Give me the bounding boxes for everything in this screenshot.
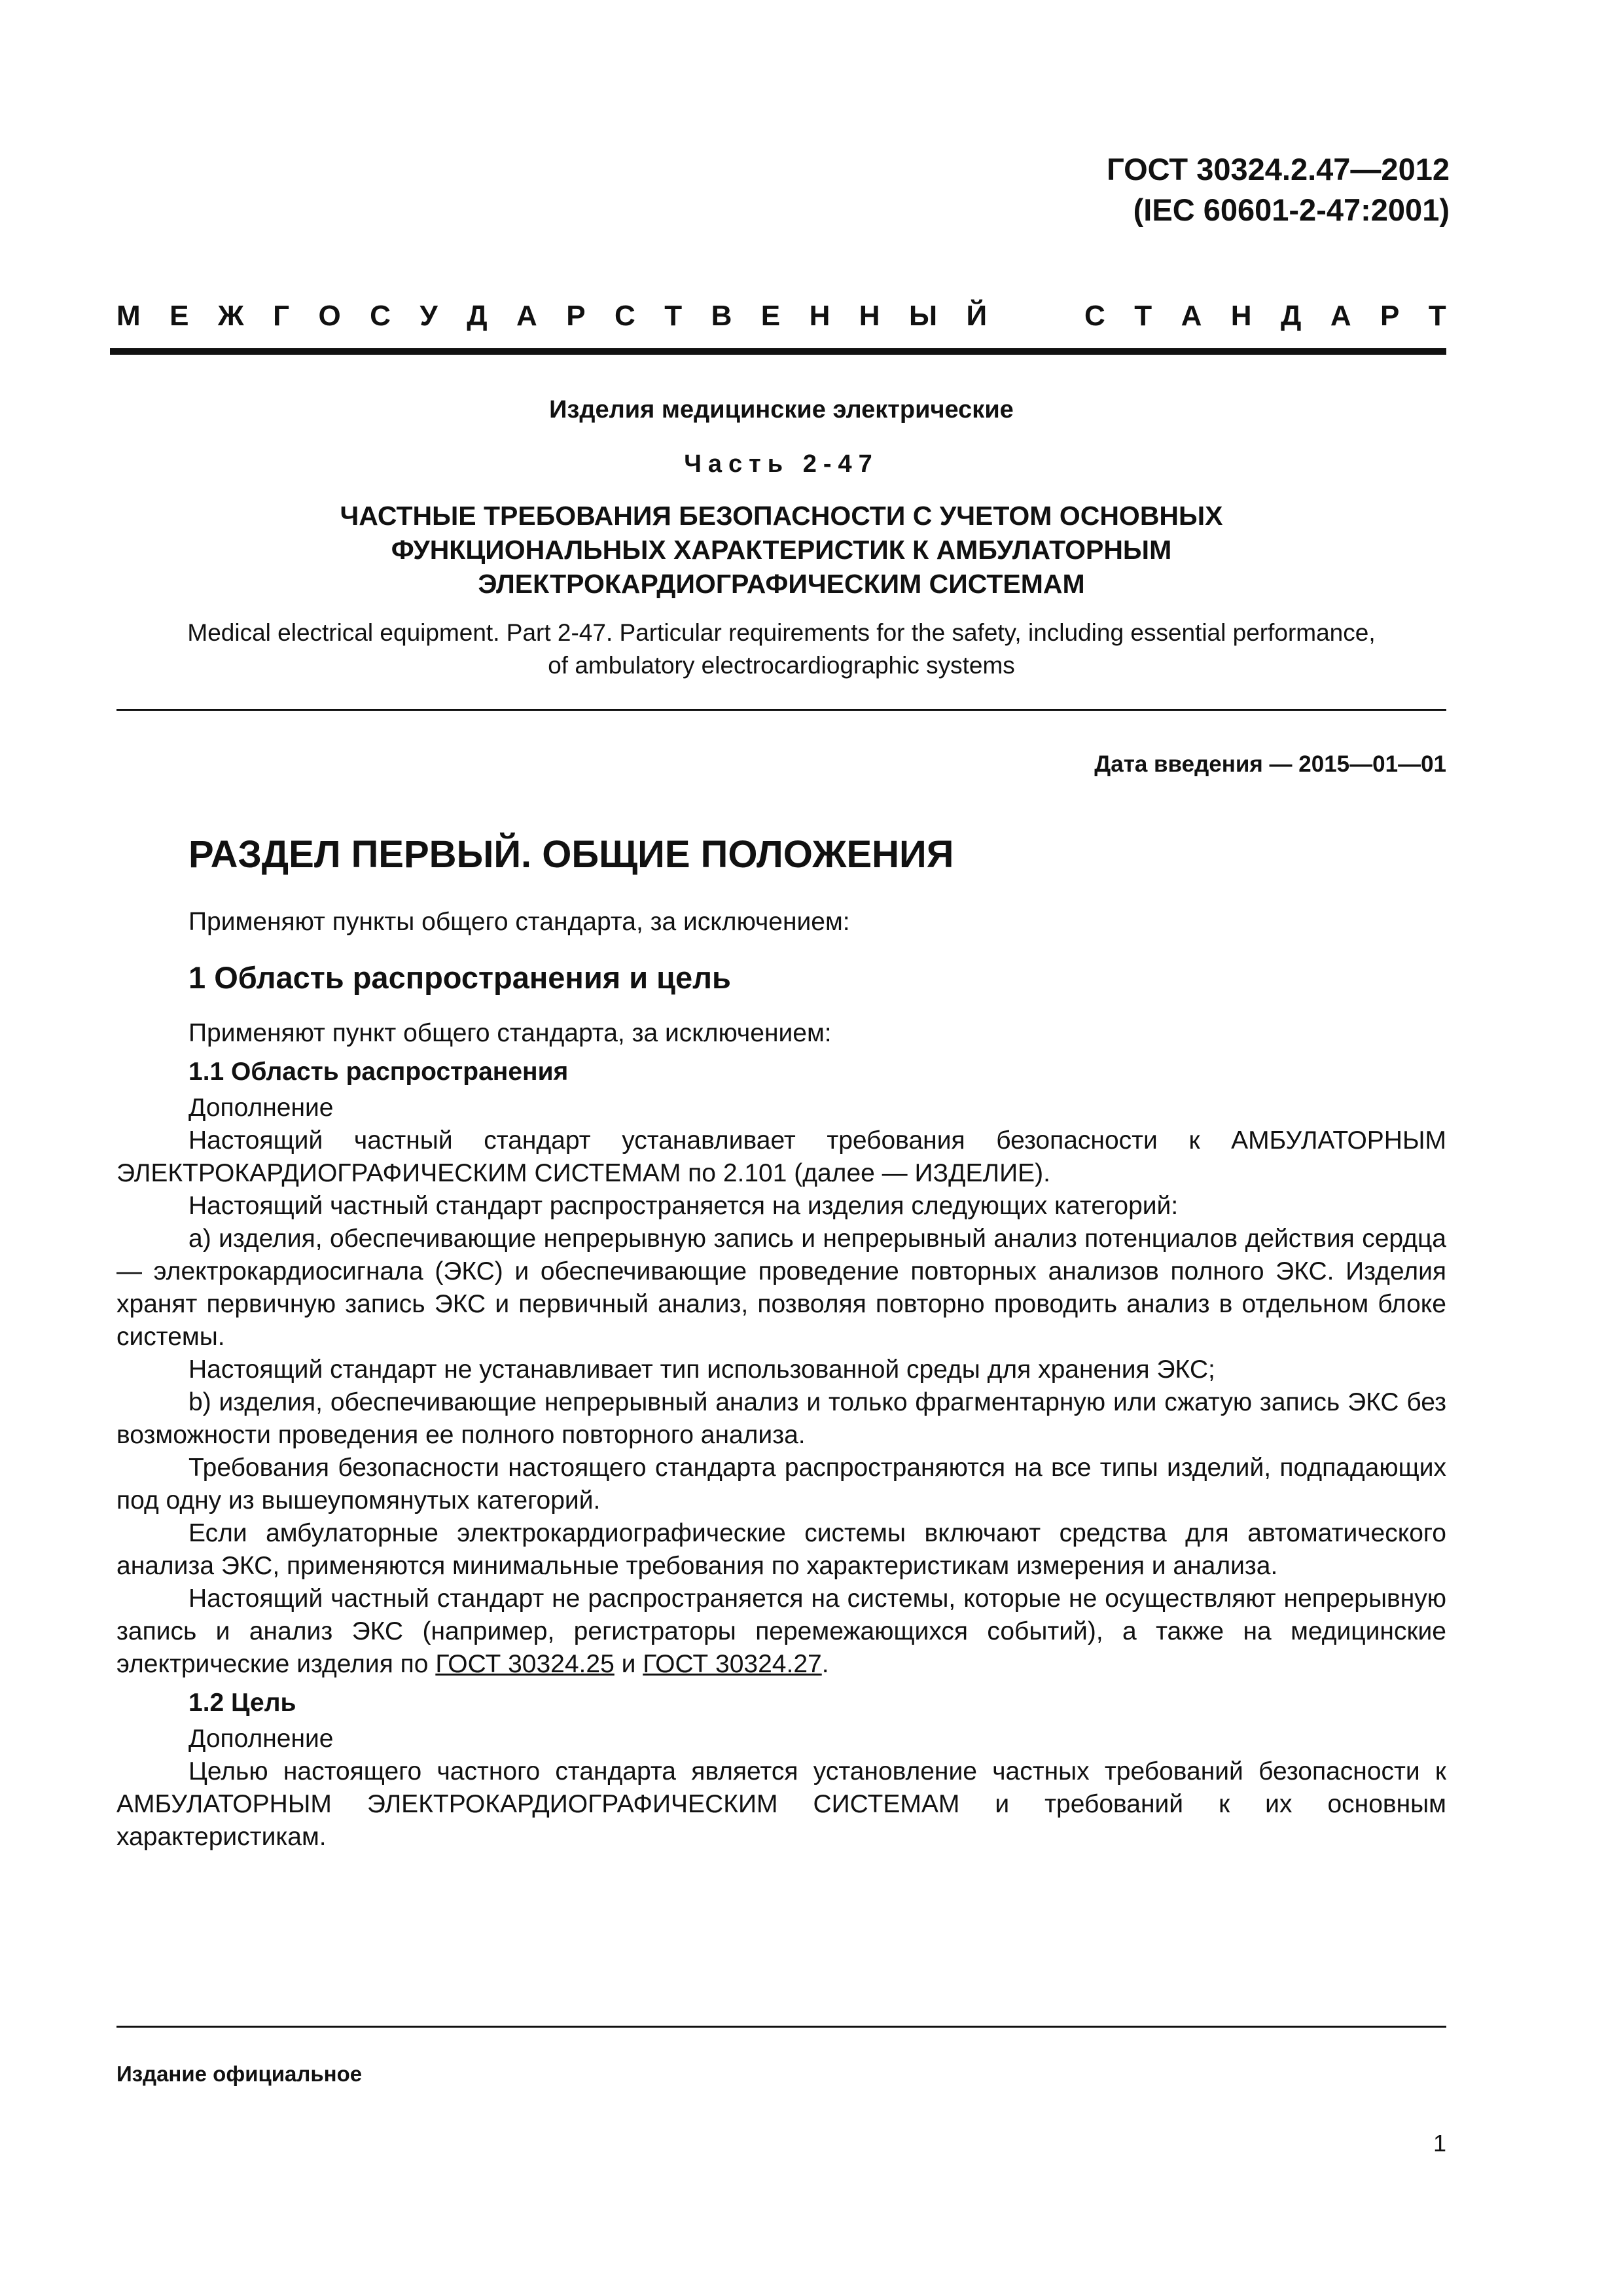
footer-rule bbox=[116, 2026, 1446, 2028]
banner-letter: А bbox=[1330, 300, 1351, 332]
page-number: 1 bbox=[1433, 2130, 1446, 2157]
banner-letter: А bbox=[1181, 300, 1202, 332]
paragraph: Дополнение bbox=[188, 1094, 334, 1122]
paragraph: Применяют пункт общего стандарта, за исключением: bbox=[188, 1019, 832, 1047]
title-english-line: Medical electrical equipment. Part 2-47. Particular requirements for the safety, including essential performance, bbox=[187, 619, 1376, 646]
clause-1-1-heading: 1.1 Область распространения bbox=[188, 1058, 569, 1086]
banner-letter: Г bbox=[273, 300, 290, 332]
standard-code-iec: (IEC 60601-2-47:2001) bbox=[1133, 192, 1450, 227]
gost-30324-27-link[interactable]: ГОСТ 30324.27 bbox=[643, 1650, 822, 1678]
banner-letter: Н bbox=[859, 300, 880, 332]
banner-letter: Т bbox=[664, 300, 683, 332]
standard-code bbox=[1107, 149, 1450, 230]
banner-letter: Р bbox=[1380, 300, 1400, 332]
banner-letter: С bbox=[615, 300, 635, 332]
banner-letter: С bbox=[370, 300, 391, 332]
banner-letter: В bbox=[711, 300, 732, 332]
paragraph-text: . bbox=[821, 1650, 829, 1678]
paragraph: Целью настоящего частного стандарта является установление частных требований безопасности к АМБУЛАТОРНЫМ ЭЛЕКТРОКАРДИОГРАФИЧЕСКИМ СИСТЕМАМ и требований к их основным характеристикам. bbox=[116, 1757, 1446, 1851]
banner-letter: Т bbox=[1134, 300, 1152, 332]
banner-letter: Р bbox=[566, 300, 586, 332]
official-edition-label: Издание официальное bbox=[116, 2062, 363, 2086]
paragraph: Настоящий частный стандарт устанавливает требования безопасности к АМБУЛАТОРНЫМ ЭЛЕКТРОКАРДИОГРАФИЧЕСКИМ СИСТЕМАМ по 2.101 (далее — ИЗДЕЛИЕ). bbox=[116, 1126, 1446, 1187]
spacer bbox=[116, 1050, 1446, 1055]
banner-letter: А bbox=[516, 300, 537, 332]
banner-letter: Д bbox=[467, 300, 488, 332]
banner-letter: Н bbox=[809, 300, 830, 332]
banner-letter: Ж bbox=[217, 300, 244, 332]
effective-date: Дата введения — 2015—01—01 bbox=[1094, 751, 1446, 777]
banner-letter: Е bbox=[169, 300, 189, 332]
clause-1-heading: 1 Область распространения и цель bbox=[188, 960, 731, 995]
clause-1-2-heading: 1.2 Цель bbox=[188, 1689, 296, 1717]
title-english bbox=[116, 617, 1446, 682]
paragraph: a) изделия, обеспечивающие непрерывную запись и непрерывный анализ потенциалов действия сердца — электрокардиосигнала (ЭКС) и обеспечивающие проведение повторных анализов полного ЭКС. Изделия хранят первичную запись ЭКС и первичный анализ, позволяя повторно проводить анализ в отдельном блоке системы. bbox=[116, 1225, 1446, 1351]
title-part: Часть 2-47 bbox=[684, 450, 879, 478]
section-heading: РАЗДЕЛ ПЕРВЫЙ. ОБЩИЕ ПОЛОЖЕНИЯ bbox=[188, 833, 954, 876]
banner-letter: С bbox=[1084, 300, 1105, 332]
banner-rule bbox=[110, 348, 1446, 355]
gost-30324-25-link[interactable]: ГОСТ 30324.25 bbox=[435, 1650, 615, 1678]
banner-letter: Д bbox=[1281, 300, 1302, 332]
standard-code-gost: ГОСТ 30324.2.47—2012 bbox=[1107, 152, 1450, 187]
banner-word-gap bbox=[1016, 300, 1056, 332]
banner-letter: Ы bbox=[909, 300, 938, 332]
title-main-line: ЭЛЕКТРОКАРДИОГРАФИЧЕСКИМ СИСТЕМАМ bbox=[478, 569, 1085, 599]
banner-letter: У bbox=[419, 300, 438, 332]
paragraph: Настоящий стандарт не устанавливает тип использованной среды для хранения ЭКС; bbox=[188, 1355, 1215, 1384]
banner-letter: О bbox=[318, 300, 341, 332]
title-main bbox=[116, 499, 1446, 601]
banner-letter: Н bbox=[1230, 300, 1252, 332]
title-rule bbox=[116, 709, 1446, 711]
paragraph: Настоящий частный стандарт распространяется на изделия следующих категорий: bbox=[188, 1192, 1179, 1220]
paragraph-text: и bbox=[614, 1650, 643, 1678]
spacer bbox=[116, 1681, 1446, 1686]
paragraph-text: Настоящий частный стандарт не распространяется на системы, которые не осуществляют непрерывную запись и анализ ЭКС (например, регистраторы перемежающихся событий), а также на медицинские электрические изделия по bbox=[116, 1585, 1446, 1678]
document-body bbox=[116, 831, 1446, 1854]
banner-letter: Т bbox=[1428, 300, 1446, 332]
banner-letter: Е bbox=[760, 300, 781, 332]
paragraph: Применяют пункты общего стандарта, за исключением: bbox=[188, 908, 850, 936]
paragraph: Дополнение bbox=[188, 1725, 334, 1753]
banner-letter: М bbox=[116, 300, 141, 332]
banner-letter: Й bbox=[966, 300, 988, 332]
paragraph bbox=[116, 1583, 1446, 1681]
title-main-line: ЧАСТНЫЕ ТРЕБОВАНИЯ БЕЗОПАСНОСТИ С УЧЕТОМ ОСНОВНЫХ bbox=[340, 501, 1223, 531]
paragraph: Требования безопасности настоящего стандарта распространяются на все типы изделий, подпадающих под одну из вышеупомянутых категорий. bbox=[116, 1454, 1446, 1515]
paragraph: Если амбулаторные электрокардиографические системы включают средства для автоматического анализа ЭКС, применяются минимальные требования по характеристикам измерения и анализа. bbox=[116, 1519, 1446, 1580]
interstate-standard-banner bbox=[116, 300, 1446, 332]
title-main-line: ФУНКЦИОНАЛЬНЫХ ХАРАКТЕРИСТИК К АМБУЛАТОРНЫМ bbox=[391, 535, 1172, 565]
paragraph: b) изделия, обеспечивающие непрерывный анализ и только фрагментарную или сжатую запись ЭКС без возможности проведения ее полного повторного анализа. bbox=[116, 1388, 1446, 1449]
title-english-line: of ambulatory electrocardiographic systems bbox=[548, 652, 1015, 679]
title-product: Изделия медицинские электрические bbox=[549, 396, 1014, 423]
